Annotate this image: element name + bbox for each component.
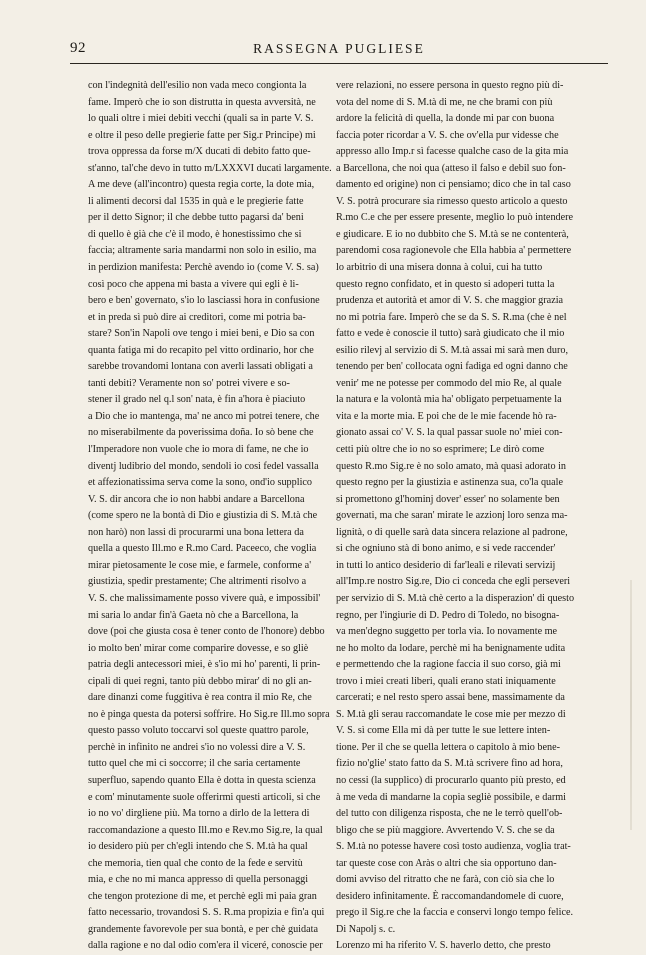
- text-line: io no vo' dirgliene più. Ma torno a dirlo de la lettera di: [88, 808, 310, 820]
- text-line: giustizia, spedir prestamente; Che altrimenti risolvo a: [88, 576, 307, 588]
- text-line: governati, ma che saran' mirate le azzionj loro senza ma-: [336, 510, 568, 522]
- text-line: dare dinanzi come fuggitiva è rea contra il mio Re, che: [88, 692, 312, 704]
- text-line: cetti più oltre che io no so esprimere; Le dirò come: [336, 444, 545, 456]
- text-line: trovo i miei creati liberi, quali erano stati iniquamente: [336, 675, 556, 687]
- text-line: quella a questo Ill.mo e R.mo Card. Paceeco, che voglia: [88, 543, 317, 555]
- text-line: V. S. dir ancora che io non habbi andare a Barcellona: [88, 493, 305, 505]
- text-line: li alimenti decorsi dal 1535 in quà e le pregierie fatte: [88, 195, 304, 207]
- text-line: in perdizion manifesta: Perchè avendo io (come V. S. sa): [88, 262, 319, 274]
- text-line: trova oppressa da forse m/X ducati di debito fatto que-: [88, 146, 311, 158]
- text-line: prego il Sig.re che la faccia e conservi longo tempo felice.: [336, 907, 574, 919]
- text-line: mia, e che no mi manca appresso di quella personaggi: [88, 874, 309, 886]
- left-text-column: [88, 78, 356, 955]
- text-line: ardore la felicità di quella, la donde mi par con buona: [336, 113, 555, 125]
- text-line: per il detto Signor; il che debbe tutto pagarsi da' beni: [88, 212, 304, 224]
- text-line: fizio no'glie' stato fatto da S. M.tà scrivere fino ad hora,: [336, 758, 563, 770]
- text-line: io desidero più per ch'egli intendo che S. M.tà ha qual: [88, 841, 308, 853]
- text-line: S. M.tà gli serau raccomandate le cose mie per mezzo di: [336, 708, 566, 720]
- text-line: a Dio che io mantenga, ma' ne anco mi potrei tenere, che: [88, 410, 320, 422]
- text-line: V. S. che malissimamente posso vivere quà, e impossibil': [88, 592, 321, 604]
- text-line: superfluo, sapendo quanto Ella è dotta in questa scienza: [88, 774, 316, 786]
- text-line: per servizio di S. M.tà chè certo a la disperazion' di questo: [336, 592, 575, 604]
- text-line: no è pinga questa da potersi soffrire. Ho Sig.re Ill.mo sopra: [88, 708, 330, 720]
- text-line: va men'degno suggetto per torla via. Io novamente me: [336, 626, 558, 638]
- text-line: (come spero ne la bontà di Dio e giustizia di S. M.tà che: [88, 510, 318, 522]
- text-line: fatto necessario, trovandosi S. S. R.ma propizia e fin'a qui: [88, 907, 325, 919]
- text-line: vita e la morte mia. E poi che de le mie facende hò ra-: [336, 410, 557, 422]
- text-line: tar queste cose con Aràs o altri che sia opportuno dan-: [336, 857, 557, 869]
- page-header: [70, 40, 608, 64]
- text-line: a Barcellona, che noi qua (atteso il falso e debil suo fon-: [336, 162, 566, 174]
- text-line: grandemente favorevole per sua bontà, e per chè guidata: [88, 923, 318, 935]
- page-number: 92: [70, 40, 86, 56]
- text-line: Di Napolj s. c.: [336, 923, 396, 935]
- text-line: tenendo per ben' collocata ogni fadiga ed ogni danno che: [336, 361, 568, 373]
- text-line: appresso allo Imp.r sì facesse qualche caso de la gita mia: [336, 146, 569, 158]
- text-line: e permettendo che la ragione faccia il suo corso, già mi: [336, 659, 561, 671]
- text-line: questo passo voluto toccarvi sol queste quattro parole,: [88, 725, 309, 737]
- text-line: domi avviso del ritratto che ne farà, con ciò sia che lo: [336, 874, 555, 886]
- text-line: patria degli antecessori miei, è s'io mi ho' parenti, li prin-: [88, 659, 321, 671]
- text-line: vere relazioni, no essere persona in questo regno più di-: [336, 80, 564, 91]
- text-line: questo R.mo Sig.re è no solo amato, mà quasi adorato in: [336, 460, 567, 472]
- text-line: con l'indegnità dell'esilio non vada meco congionta la: [88, 80, 307, 91]
- text-line: perchè in infinito ne andrei s'io no volessi dire a V. S.: [88, 741, 306, 753]
- text-line: io molto ben' mirar come comparire dovesse, e so gliè: [88, 642, 309, 654]
- text-line: bligo che se più maggiore. Avvertendo V. S. che se da: [336, 824, 555, 836]
- text-line: del tutto con diligenza risposta, che ne le terrò quell'ob-: [336, 808, 563, 820]
- text-line: questo regno confidato, et in questo si adoperi tutta la: [336, 278, 555, 290]
- text-line: sarebbe trovandomi lontana con averli lassati obligati a: [88, 361, 313, 373]
- text-line: regno, per l'ingiurie di D. Pedro di Toledo, no bisogna-: [336, 609, 560, 621]
- text-line: vota del nome di S. M.tà di me, ne che brami con più: [336, 96, 553, 108]
- text-line: dalla ragione e no dal odio com'era il viceré, conoscie per: [88, 940, 323, 952]
- text-line: desidero infinitamente. È raccomandandomele di cuore,: [336, 890, 564, 902]
- text-line: A me deve (all'incontro) questa regia corte, la dote mia,: [88, 179, 315, 191]
- text-line: prudenza et autorità et amor di V. S. che maggior grazia: [336, 295, 564, 307]
- text-line: R.mo C.e che per essere presente, meglio lo può intendere: [336, 212, 574, 224]
- text-line: et affezionatissima serva come la sono, ond'io supplico: [88, 477, 313, 489]
- text-line: non harò) non lassi di procurarmi una bona lettera da: [88, 526, 304, 538]
- text-line: tutto quel che mi ci soccorre; il che saria certamente: [88, 758, 301, 770]
- text-line: che tengon protezione di me, et perchè egli mi paia gran: [88, 890, 317, 902]
- text-line: ne ho molto da lodare, perchè mi ha benignamente udita: [336, 642, 566, 654]
- text-line: mirar pietosamente le cose mie, e farmele, conforme a': [88, 559, 312, 571]
- text-line: così poco che appena mi basta a vivere qui egli è li-: [88, 278, 299, 290]
- text-line: raccomandazione a questo Ill.mo e Rev.mo Sig.re, la qual: [88, 824, 323, 836]
- text-line: lo quali oltre i miei debiti vecchi (quali sa in parte V. S.: [88, 113, 314, 125]
- text-line: bero e ben' governato, s'io lo lasciassi hora in confusione: [88, 295, 320, 307]
- text-line: e giudicare. E io no dubbito che S. M.tà se ne contenterà,: [336, 228, 569, 240]
- text-line: questo regno per la giustizia e astinenza sua, co'la quale: [336, 477, 564, 489]
- text-line: et in preda sì può dire ai creditori, come mi potria ba-: [88, 311, 306, 323]
- text-line: no cessi (la supplico) di procurarlo quanto più presto, ed: [336, 774, 566, 786]
- text-line: S. M.tà no potesse havere così tosto audienza, voglia trat-: [336, 841, 571, 853]
- text-line: fatto e vede è conoscie il tutto) sarà giudicato che il mio: [336, 328, 565, 340]
- text-line: fame. Imperò che io son distrutta in questa avversità, ne: [88, 96, 316, 108]
- text-line: faccia; altramente saria mandarmi non solo in esilio, ma: [88, 245, 317, 257]
- text-line: lo arbitrio di una misera donna à colui, cui ha tutto: [336, 262, 543, 274]
- text-line: gionato assai co' V. S. la qual passar suole no' miei con-: [336, 427, 563, 439]
- text-line: l'Imperadore non vuole che io mora di fame, ne che io: [88, 444, 309, 456]
- text-line: si promettono gl'hominj dover' esser' no solamente ben: [336, 493, 560, 505]
- text-line: st'anno, tal'che devo in tutto m/LXXXVI ducati largamente.: [88, 162, 332, 174]
- text-line: faccia poter ricordar a V. S. che ov'ella pur videsse che: [336, 129, 559, 141]
- text-line: stare? Son'in Napoli ove tengo i miei beni, e Dio sa con: [88, 328, 315, 340]
- text-line: mi saria lo andar fin'à Gaeta nò che a Barcellona, la: [88, 609, 299, 621]
- text-line: lignità, o di quelle sarà data sincera relazione al padrone,: [336, 526, 568, 538]
- running-head: RASSEGNA PUGLIESE: [253, 41, 425, 56]
- text-line: à me veda di mandarne la copia segliè possibile, e darmi: [336, 791, 566, 803]
- text-line: damento ed origine) non ci pensiamo; dico che in tal caso: [336, 179, 571, 191]
- text-line: di quello è già che c'è il modo, è honestissimo che si: [88, 228, 302, 240]
- text-line: dove (poi che giusta cosa è tener conto de l'honore) debbo: [88, 626, 325, 638]
- text-line: la natura e la volontà mia ha' obligato perpetuamente la: [336, 394, 562, 406]
- text-line: esilio rilevj al servizio di S. M.tà assai mi sarà men duro,: [336, 344, 568, 356]
- text-line: Lorenzo mi ha riferito V. S. haverlo detto, che presto: [336, 940, 551, 952]
- text-line: all'Imp.re nostro Sig.re, Dio ci conceda che egli perseveri: [336, 576, 571, 588]
- text-line: parendomi cosa ragionevole che Ella habbia a' permettere: [336, 245, 572, 257]
- text-line: diventj ludibrio del mondo, sendoli io cosi fedel vassalla: [88, 460, 319, 472]
- text-line: stener il grado nel q.l son' nata, è fin a'hora è piaciuto: [88, 394, 306, 406]
- text-line: V. S. sì come Ella mi dà per tutte le sue lettere inten-: [336, 725, 551, 737]
- page-edge-shadow: [630, 580, 632, 830]
- text-line: carcerati; e nel resto spero assai bene, massimamente da: [336, 692, 565, 704]
- text-line: e com' minutamente suole offerirmi questi articoli, si che: [88, 791, 321, 803]
- text-line: e oltre il peso delle pregierie fatte per Sig.r Principe) mi: [88, 129, 316, 141]
- text-line: no miserabilmente da poverissima doña. Io sò bene che: [88, 427, 314, 439]
- text-line: quanta fatiga mi do recapito pel vitto ordinario, hor che: [88, 344, 314, 356]
- text-line: che memoria, tien qual che conto de la fede e servitù: [88, 857, 303, 869]
- text-line: cipali di quei regni, tanto più debbo mirar' di no gli an-: [88, 675, 312, 687]
- text-line: venir' me ne potesse per commodo del mio Re, al quale: [336, 377, 562, 389]
- text-line: in tutti lo antico desiderio di far'leali e rilevati servizij: [336, 559, 556, 571]
- header-rule: [70, 63, 608, 64]
- text-line: no mi potria fare. Imperò che se da S. S. R.ma (che è nel: [336, 311, 567, 323]
- text-line: tanti debiti? Veramente non so' potrei vivere e so-: [88, 377, 290, 389]
- text-line: V. S. potrà procurare sia rimesso questo articolo a questo: [336, 195, 568, 207]
- right-text-column: [336, 78, 604, 955]
- text-line: tione. Per il che se quella lettera o capitolo à mio bene-: [336, 741, 561, 753]
- text-line: si che ogniuno stà di bono animo, e si vede raccender': [336, 543, 556, 555]
